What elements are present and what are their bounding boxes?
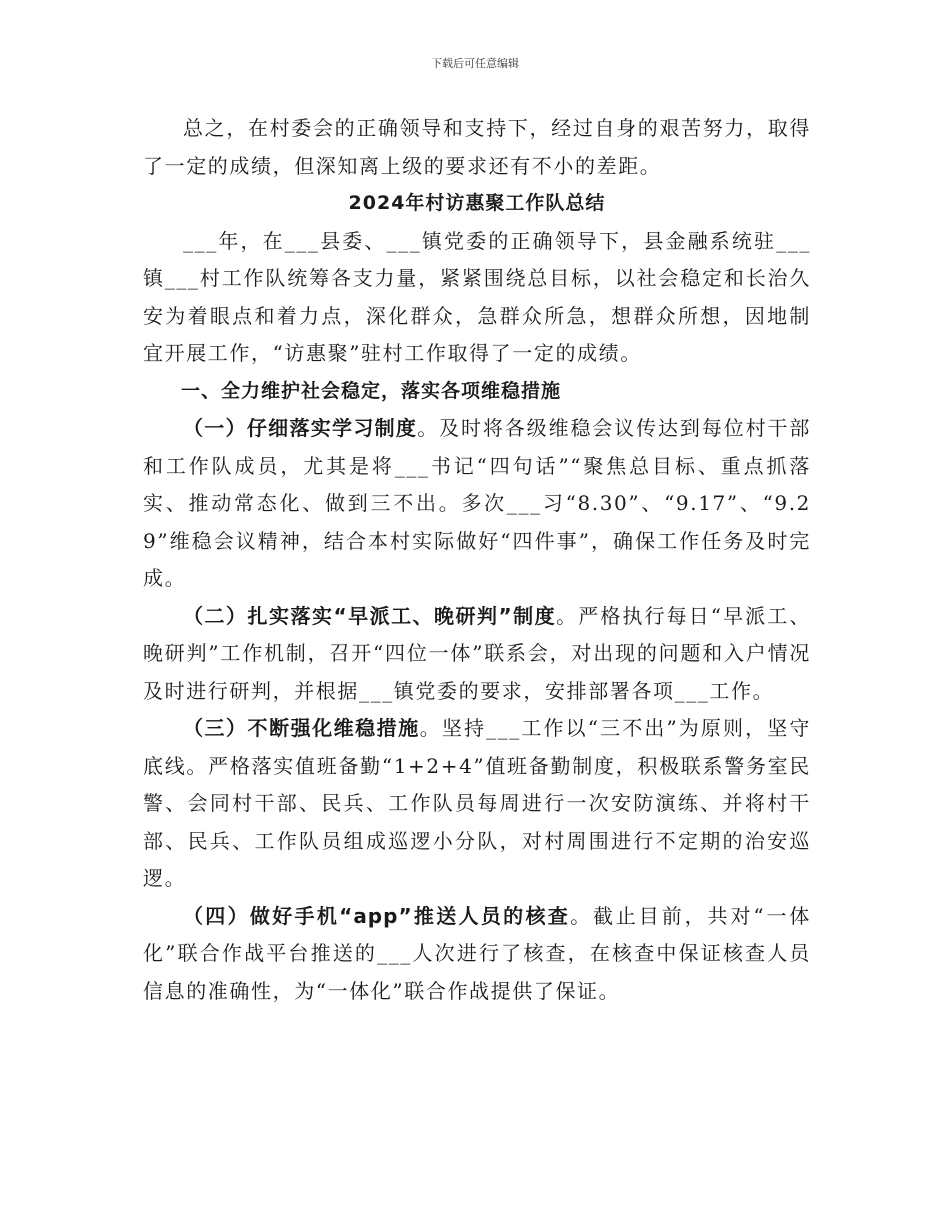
header-note: 下载后可任意编辑 — [431, 57, 519, 70]
item-lead-1: （一）仔细落实学习制度 — [183, 416, 418, 440]
item-text-2: 。严格执行每日“早派工、晚研判”工作机制，召开“四位一体”联系会，对出现的问题和入户情况及时进行研判，并根据___镇党委的要求，安排部署各项___工作。 — [143, 603, 811, 703]
opening-paragraph: ___年，在___县委、___镇党委的正确领导下，县金融系统驻___镇___村工作队统筹各支力量，紧紧围绕总目标，以社会稳定和长治久安为着眼点和着力点，深化群众，急群众所急，想群众所想，因地制宜开展工作，“访惠聚”驻村工作取得了一定的成绩。 — [143, 228, 811, 365]
document-body — [143, 110, 811, 1010]
item-paragraph-3 — [143, 710, 811, 898]
item-text-1: 。及时将各级维稳会议传达到每位村干部和工作队成员，尤其是将___书记“四句话”“聚焦总目标、重点抓落实、推动常态化、做到三不出。多次___习“8.30”、“9.17”、“9.29”维稳会议精神，结合本村实际做好“四件事”，确保工作任务及时完成。 — [143, 416, 811, 590]
item-paragraph-2 — [143, 598, 811, 711]
item-text-3: 。坚持___工作以“三不出”为原则，坚守底线。严格落实值班备勤“1+2+4”值班备勤制度，积极联系警务室民警、会同村干部、民兵、工作队员每周进行一次安防演练、并将村干部、民兵、工作队员组成巡逻小分队，对村周围进行不定期的治安巡逻。 — [143, 716, 811, 890]
item-text-4: 。截止目前，共对“一体化”联合作战平台推送的___人次进行了核查，在核查中保证核查人员信息的准确性，为“一体化”联合作战提供了保证。 — [143, 903, 812, 1003]
item-lead-2: （二）扎实落实“早派工、晚研判”制度 — [183, 603, 557, 628]
document-title: 2024年村访惠聚工作队总结 — [348, 192, 606, 214]
item-paragraph-1 — [143, 410, 811, 598]
section-heading: 一、全力维护社会稳定，落实各项维稳措施 — [181, 379, 562, 402]
item-paragraph-4 — [143, 898, 811, 1011]
item-lead-3: （三）不断强化维稳措施 — [183, 716, 420, 740]
item-lead-4: （四）做好手机“app”推送人员的核查 — [183, 903, 571, 928]
intro-paragraph: 总之，在村委会的正确领导和支持下，经过自身的艰苦努力，取得了一定的成绩，但深知离上级的要求还有不小的差距。 — [143, 116, 811, 178]
